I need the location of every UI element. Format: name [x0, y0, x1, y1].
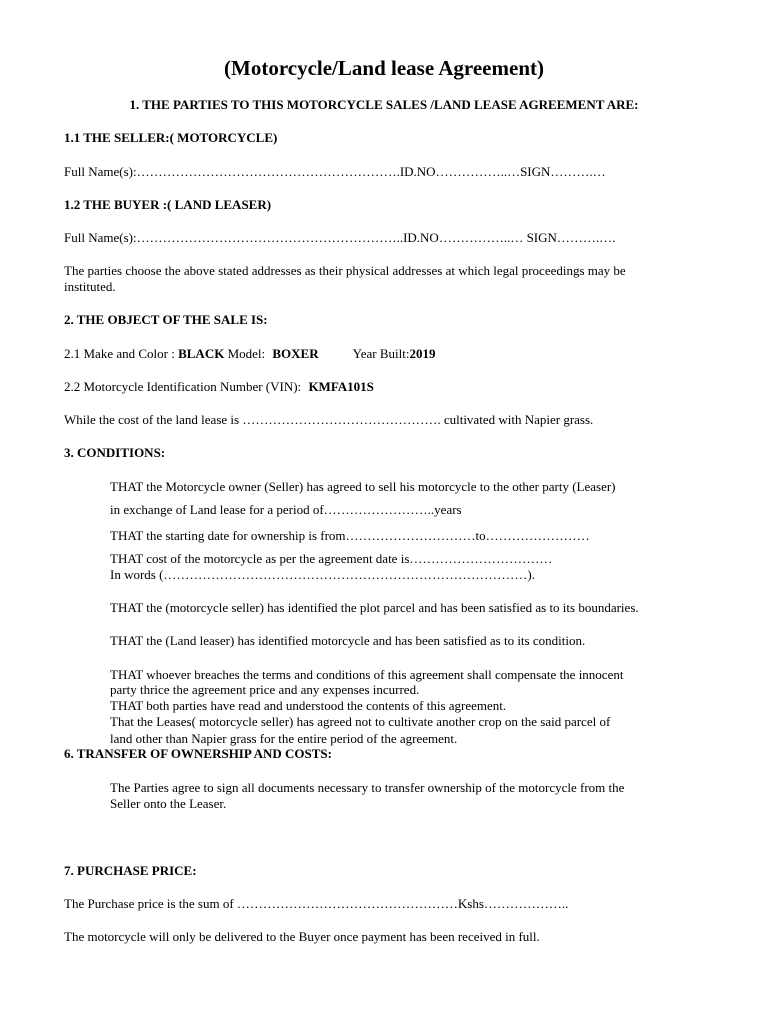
transfer-line2: Seller onto the Leaser.	[110, 796, 227, 811]
section3-heading: 3. CONDITIONS:	[64, 445, 166, 460]
buyer-fields-line: Full Name(s):……………………………………………………..ID.NO……………..… SIGN……….….	[64, 230, 616, 245]
condition-3-line1: THAT cost of the motorcycle as per the agreement date is……………………………	[110, 551, 553, 566]
condition-2: THAT the starting date for ownership is from…………………………to……………………	[110, 528, 590, 543]
condition-1-line1: THAT the Motorcycle owner (Seller) has agreed to sell his motorcycle to the other party (Leaser)	[110, 479, 616, 494]
document-title: (Motorcycle/Land lease Agreement)	[224, 56, 544, 80]
section1-heading: 1. THE PARTIES TO THIS MOTORCYCLE SALES /LAND LEASE AGREEMENT ARE:	[129, 97, 639, 112]
vin-line	[64, 379, 374, 395]
seller-heading: 1.1 THE SELLER:( MOTORCYCLE)	[64, 130, 278, 145]
make-color-value: BLACK	[178, 346, 225, 361]
model-value: BOXER	[272, 346, 319, 361]
vin-value: KMFA101S	[308, 379, 374, 394]
condition-4: THAT the (motorcycle seller) has identified the plot parcel and has been satisfied as to its boundaries.	[110, 600, 639, 615]
purchase-price-line: The Purchase price is the sum of ……………………………………………Kshs………………..	[64, 896, 569, 911]
section2-heading: 2. THE OBJECT OF THE SALE IS:	[64, 312, 268, 327]
condition-6-line1: THAT whoever breaches the terms and conditions of this agreement shall compensate the innocent	[110, 667, 624, 682]
condition-5: THAT the (Land leaser) has identified motorcycle and has been satisfied as to its condition.	[110, 633, 586, 648]
year-value: 2019	[409, 346, 436, 361]
condition-8-line2: land other than Napier grass for the entire period of the agreement.	[110, 731, 458, 746]
vin-label: 2.2 Motorcycle Identification Number (VIN):	[64, 379, 302, 394]
condition-1-line2: in exchange of Land lease for a period of……………………..years	[110, 502, 462, 517]
condition-7: THAT both parties have read and understood the contents of this agreement.	[110, 698, 507, 713]
condition-6-line2: party thrice the agreement price and any expenses incurred.	[110, 682, 420, 697]
make-color-line	[64, 346, 435, 362]
year-label: Year Built:	[352, 346, 410, 361]
condition-8-line1: That the Leases( motorcycle seller) has agreed not to cultivate another crop on the said parcel of	[110, 714, 611, 729]
make-label: 2.1 Make and Color :	[64, 346, 175, 361]
condition-3-line2: In words (…………………………………………………………………………).	[110, 567, 536, 582]
buyer-heading: 1.2 THE BUYER :( LAND LEASER)	[64, 197, 272, 212]
parties-note-line1: The parties choose the above stated addresses as their physical addresses at which legal proceedings may be	[64, 263, 626, 278]
section7-heading: 7. PURCHASE PRICE:	[64, 863, 197, 878]
model-label: Model:	[227, 346, 266, 361]
section6-heading: 6. TRANSFER OF OWNERSHIP AND COSTS:	[64, 746, 332, 761]
parties-note-line2: instituted.	[64, 279, 116, 294]
land-cost-line: While the cost of the land lease is ………………………………………. cultivated with Napier grass.	[64, 412, 594, 427]
transfer-line1: The Parties agree to sign all documents necessary to transfer ownership of the motorcycle from the	[110, 780, 625, 795]
delivery-line: The motorcycle will only be delivered to the Buyer once payment has been received in full.	[64, 929, 540, 944]
seller-fields-line: Full Name(s):…………………………………………………….ID.NO……………..…SIGN……….…	[64, 164, 606, 179]
